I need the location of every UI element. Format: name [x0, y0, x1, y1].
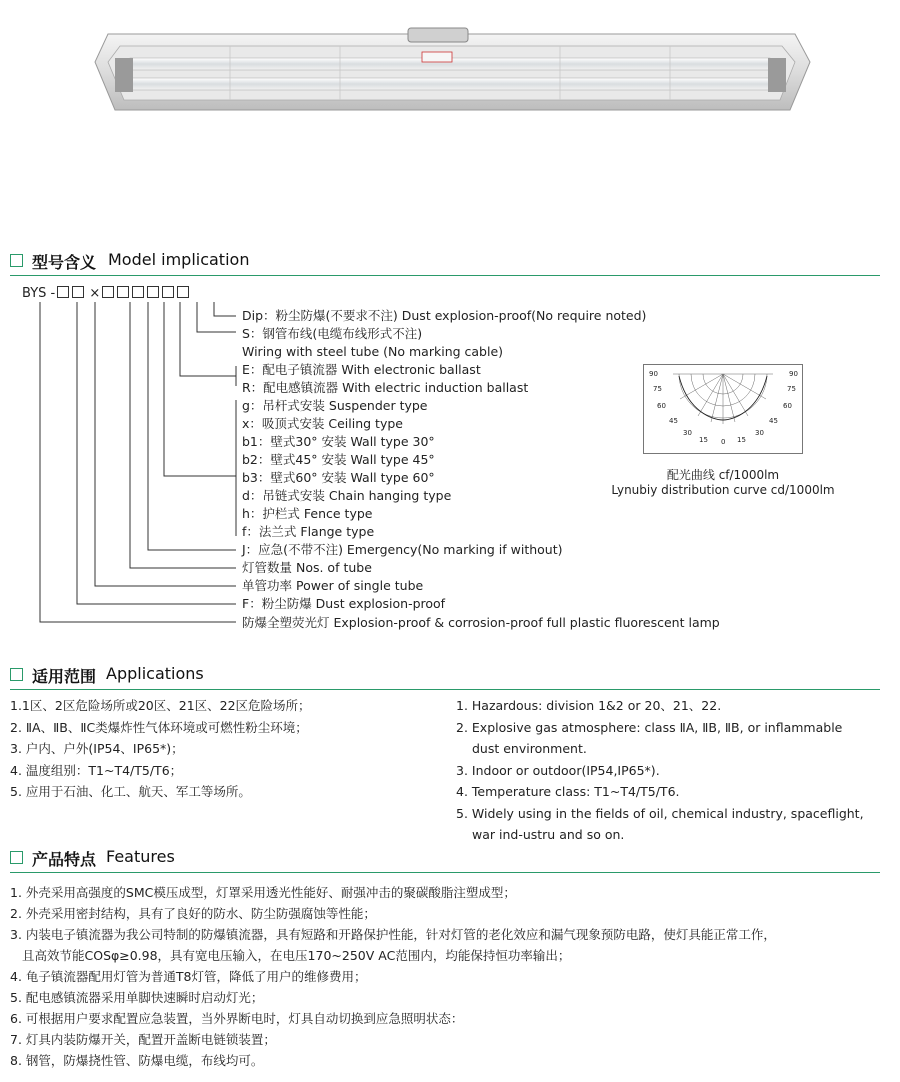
polar-label: 90 — [789, 370, 798, 378]
model-line: Wiring with steel tube (No marking cable) — [242, 344, 504, 359]
model-code-times: × — [89, 286, 101, 301]
section-divider — [10, 689, 880, 690]
polar-distribution-chart — [643, 364, 803, 454]
model-line: b2：壁式45° 安装 Wall type 45° — [242, 452, 435, 467]
model-line: E：配电子镇流器 With electronic ballast — [242, 362, 481, 377]
list-item: 5. Widely using in the fields of oil, chemical industry, spaceflight, — [456, 805, 864, 821]
polar-label: 0 — [721, 438, 726, 446]
section-title-en: Applications — [106, 664, 204, 683]
model-line: F：粉尘防爆 Dust explosion-proof — [242, 596, 446, 611]
model-line: J：应急(不带不注) Emergency(No marking if without) — [242, 542, 563, 557]
polar-label: 60 — [783, 402, 792, 410]
list-item: 4. 温度组别：T1~T4/T5/T6； — [10, 762, 183, 778]
model-code-sep: - — [50, 286, 56, 301]
polar-label: 45 — [769, 417, 778, 425]
list-item: 2. 外壳采用密封结构，具有了良好的防水、防尘防强腐蚀等性能； — [10, 906, 376, 921]
section-title-zh: 产品特点 — [32, 850, 97, 869]
section-title-zh: 型号含义 — [32, 253, 97, 272]
list-item: 6. 可根据用户要求配置应急装置，当外界断电时，灯具自动切换到应急照明状态： — [10, 1011, 464, 1026]
list-item: 3. 户内、户外(IP54、IP65*)； — [10, 741, 184, 756]
section-divider — [10, 872, 880, 873]
model-line: R：配电感镇流器 With electric induction ballast — [242, 380, 529, 395]
list-item: 2. Explosive gas atmosphere: class ⅡA, ⅡB, ⅡB, or inflammable — [456, 719, 843, 735]
model-line: 灯管数量 Nos. of tube — [242, 560, 372, 575]
section-title-zh: 适用范围 — [32, 667, 97, 686]
applications-en-list — [456, 695, 864, 846]
model-line: b1：壁式30° 安装 Wall type 30° — [242, 434, 435, 449]
list-item: 1.1区、2区危险场所或20区、21区、22区危险场所； — [10, 698, 311, 713]
section-applications-header — [10, 664, 880, 686]
list-item: 4. 龟子镇流器配用灯管为普通T8灯管，降低了用户的维修费用； — [10, 969, 367, 984]
applications-zh-list — [10, 695, 311, 803]
model-line: h：护栏式 Fence type — [242, 506, 373, 521]
polar-label: 30 — [755, 429, 764, 437]
list-item: 8. 钢管，防爆挠性管、防爆电缆，布线均可。 — [10, 1053, 264, 1068]
model-line: d：吊链式安装 Chain hanging type — [242, 488, 452, 503]
polar-label: 90 — [649, 370, 658, 378]
model-line: 防爆全塑荧光灯 Explosion-proof & corrosion-proof full plastic fluorescent lamp — [242, 615, 720, 630]
checkbox-square-icon — [10, 254, 23, 267]
polar-label: 75 — [787, 385, 796, 393]
section-title-en: Model implication — [108, 250, 250, 269]
section-divider — [10, 275, 880, 276]
polar-label: 15 — [699, 436, 708, 444]
list-item: 5. 应用于石油、化工、航天、军工等场所。 — [10, 784, 251, 799]
polar-label: 75 — [653, 385, 662, 393]
list-item: 1. 外壳采用高强度的SMC模压成型，灯罩采用透光性能好、耐强冲击的聚碳酸脂注塑成型； — [10, 885, 516, 900]
polar-caption-zh: 配光曲线 cf/1000lm — [666, 468, 780, 482]
list-item: 3. Indoor or outdoor(IP54,IP65*). — [456, 762, 660, 778]
list-item: 5. 配电感镇流器采用单脚快速瞬时启动灯光； — [10, 990, 264, 1005]
polar-label: 15 — [737, 436, 746, 444]
list-item: war ind-ustru and so on. — [472, 827, 625, 842]
list-item: 4. Temperature class: T1~T4/T5/T6. — [456, 784, 680, 799]
lamp-product-image — [0, 0, 900, 150]
model-line: Dip：粉尘防爆(不要求不注) Dust explosion-proof(No require noted) — [242, 308, 647, 323]
model-line: f：法兰式 Flange type — [242, 524, 375, 539]
section-title-en: Features — [106, 847, 175, 866]
list-item: 3. 内装电子镇流器为我公司特制的防爆镇流器，具有短路和开路保护性能，针对灯管的老化效应和漏气现象预防电路，使灯具能正常工作， — [10, 927, 776, 942]
polar-label: 30 — [683, 429, 692, 437]
polar-label: 60 — [657, 402, 666, 410]
model-line: b3：壁式60° 安装 Wall type 60° — [242, 470, 435, 485]
model-line: x：吸顶式安装 Ceiling type — [242, 416, 403, 431]
section-model-header — [10, 250, 880, 272]
list-item: dust environment. — [472, 741, 587, 756]
list-item: 且高效节能COSφ≥0.98，具有宽电压输入，在电压170~250V AC范围内，均能保持恒功率输出； — [22, 948, 571, 963]
model-bracket-lines — [0, 280, 260, 640]
polar-caption-en: Lynubiy distribution curve cd/1000lm — [611, 483, 835, 497]
section-features-header — [10, 847, 880, 869]
list-item: 7. 灯具内装防爆开关，配置开盖断电链锁装置； — [10, 1032, 276, 1047]
features-list — [10, 882, 890, 1071]
list-item: 1. Hazardous: division 1&2 or 20、21、22. — [456, 698, 722, 713]
model-line: 单管功率 Power of single tube — [242, 578, 424, 593]
model-line: S：钢管布线(电缆布线形式不注) — [242, 326, 423, 341]
model-line: g：吊杆式安装 Suspender type — [242, 398, 428, 413]
list-item: 2. ⅡA、ⅡB、ⅡC类爆炸性气体环境或可燃性粉尘环境； — [10, 719, 308, 735]
polar-label: 45 — [669, 417, 678, 425]
checkbox-square-icon — [10, 668, 23, 681]
checkbox-square-icon — [10, 851, 23, 864]
model-code-prefix: BYS — [22, 286, 47, 301]
